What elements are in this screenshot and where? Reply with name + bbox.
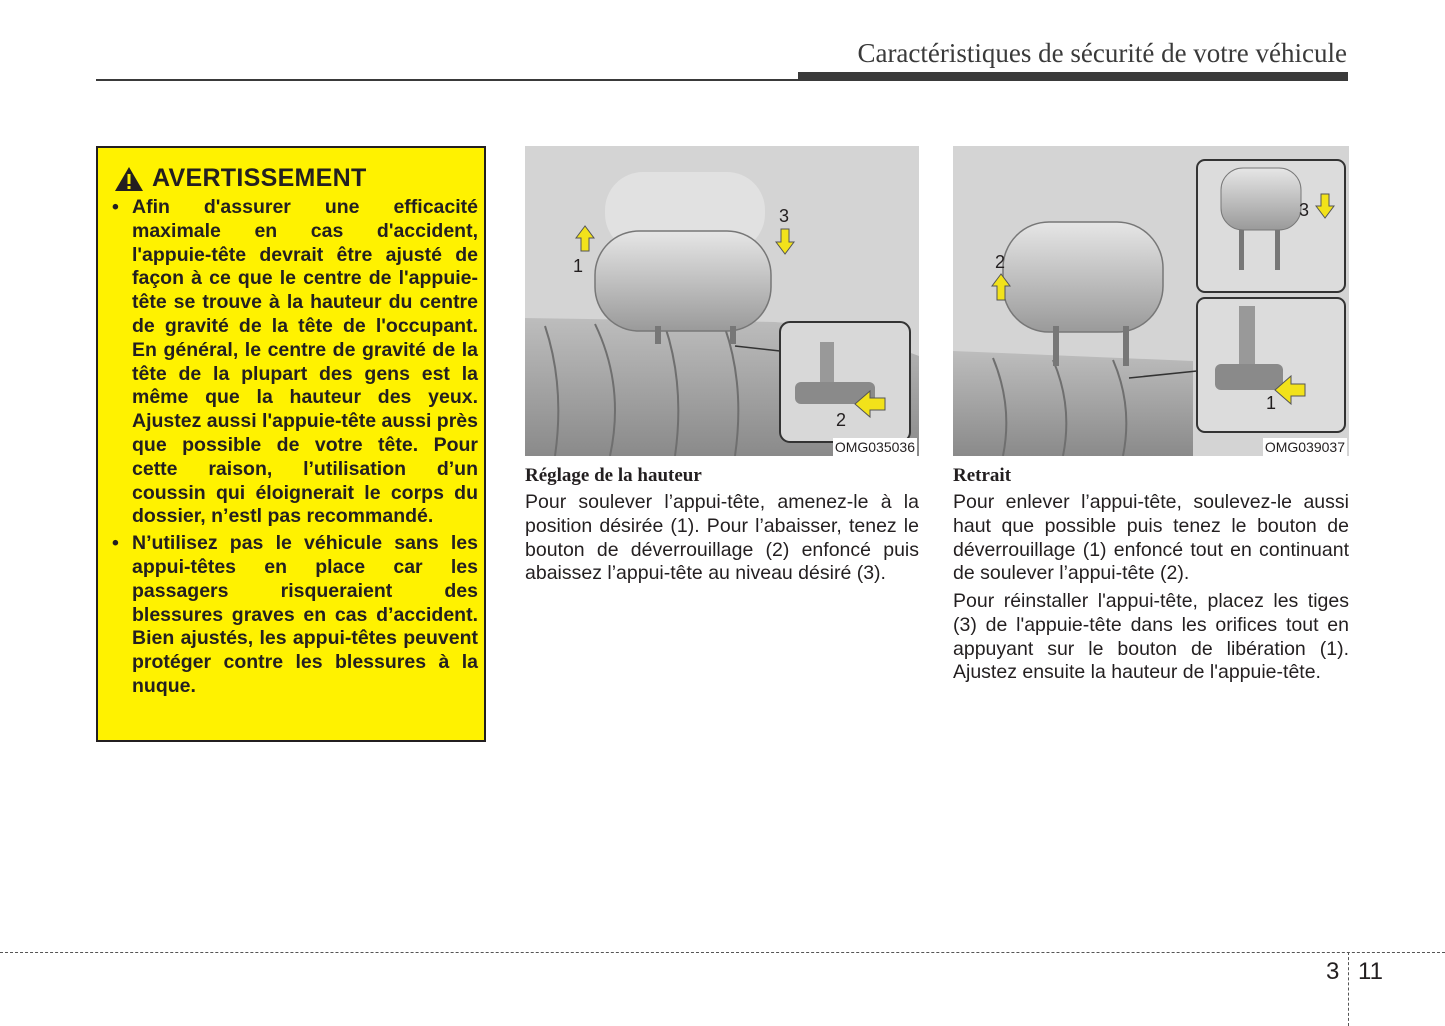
figure-code: OMG039037 — [1264, 439, 1345, 455]
section-paragraph: Pour réinstaller l'appui-tête, placez les tiges (3) de l'appuie-tête dans les orifices tout en appuyant sur le bouton de libération (1). Ajustez ensuite la hauteur de l'appuie-tête. — [953, 590, 1349, 684]
headrest-removal-illustration — [953, 146, 1349, 456]
figure-label: 2 — [995, 252, 1006, 272]
warning-list — [110, 196, 478, 702]
warning-triangle-icon — [114, 166, 144, 192]
figure-label: 1 — [1266, 393, 1277, 413]
figure-label: 3 — [1299, 200, 1310, 220]
figure-code: OMG035036 — [834, 439, 915, 455]
footer-rule — [0, 952, 1445, 953]
warning-item: • Afin d'assurer une efficacité maximale en cas d'accident, l'appuie-tête devrait être ajusté de façon à ce que le centre de l'appuie-tête se trouve à la hauteur du centre de gravité de la tête de l'occupant. En général, le centre de gravité de la tête de la plupart des gens est la même que la hauteur des yeux. Ajustez aussi l'appuie-tête aussi près que possible de votre tête. Pour cette raison, l’utilisation d’un coussin qui éloignerait le corps du dossier, n’estl pas recommandé. — [110, 196, 478, 529]
figure-label: 2 — [836, 410, 847, 430]
figure-label: 1 — [573, 256, 584, 276]
figure-removal — [953, 146, 1349, 456]
headrest-height-illustration — [525, 146, 919, 456]
header-rule-bar — [798, 72, 1348, 81]
figure-height-adjust — [525, 146, 919, 456]
warning-item: • N’utilisez pas le véhicule sans les appui-têtes en place car les passagers risqueraient des blessures graves en cas d’accident. Bien ajustés, les appui-têtes peuvent protéger contre les blessures à la nuque. — [110, 532, 478, 699]
header-rule — [96, 79, 798, 81]
page-header-title: Caractéristiques de sécurité de votre véhicule — [857, 38, 1347, 68]
page-chapter: 3 — [1326, 958, 1340, 985]
page-number: 11 — [1358, 958, 1383, 985]
footer-divider — [1348, 952, 1349, 1026]
warning-title: AVERTISSEMENT — [152, 164, 367, 192]
figure-label: 3 — [779, 206, 790, 226]
section-paragraph: Pour soulever l’appui-tête, amenez-le à la position désirée (1). Pour l’abaisser, tenez le bouton de déverrouillage (2) enfoncé puis abaissez l’appui-tête au niveau désiré (3). — [525, 491, 919, 585]
warning-box — [96, 146, 486, 742]
warning-header — [114, 164, 367, 193]
section-paragraph: Pour enlever l’appui-tête, soulevez-le aussi haut que possible puis tenez le bouton de déverrouillage (1) enfoncé tout en continuant de soulever l’appui-tête (2). — [953, 491, 1349, 585]
section-title-removal: Retrait — [953, 465, 1012, 486]
section-title-height: Réglage de la hauteur — [525, 465, 702, 486]
